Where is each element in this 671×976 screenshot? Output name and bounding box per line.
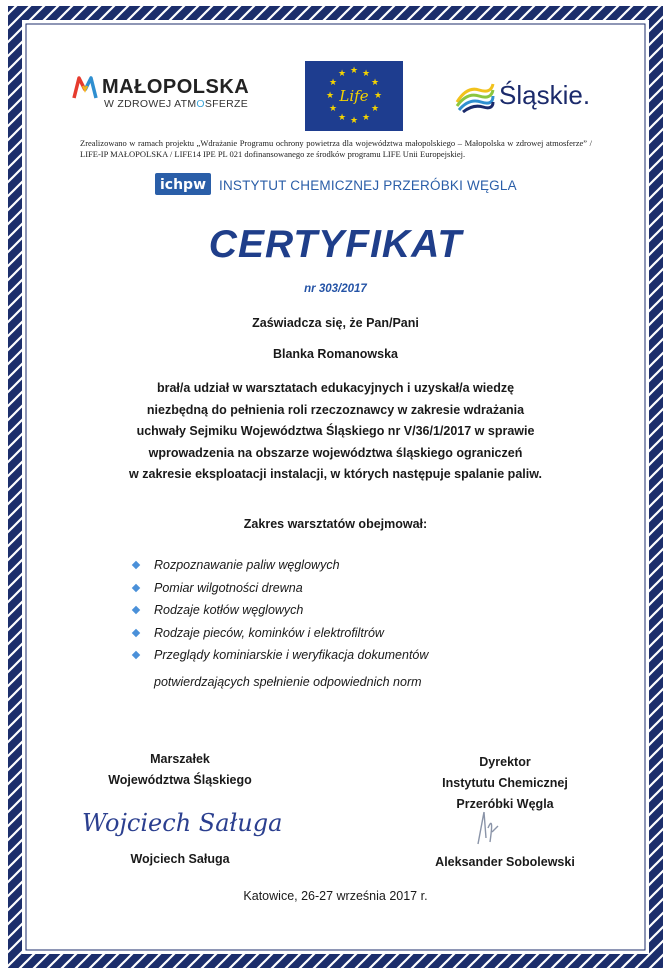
body-line: brał/a udział w warsztatach edukacyjnych i uzyskał/a wiedzę: [156, 381, 515, 395]
project-funding-note: Zrealizowano w ramach projektu „Wdrażanie Programu ochrony powietrza dla województwa małopolskiego – Małopolska w zdrowej atmosferze” / LIFE-IP MAŁOPOLSKA / LIFE14 IPE PL 021 dofinansowanego ze środków programu LIFE Unii Europejskiej.: [80, 138, 592, 159]
svg-text:★: ★: [349, 116, 359, 126]
svg-text:★: ★: [361, 69, 371, 79]
malopolska-mark-icon: [72, 76, 98, 105]
svg-text:★: ★: [370, 104, 380, 114]
scope-list: [133, 556, 493, 669]
slaskie-wave-icon: [455, 80, 495, 112]
left-signatory-name: Wojciech Saługa: [130, 852, 230, 866]
svg-text:ichpw: ichpw: [159, 177, 207, 193]
list-item: Rodzaje kotłów węglowych: [133, 601, 493, 624]
eu-life-text: Life: [339, 87, 369, 105]
svg-text:★: ★: [349, 66, 359, 76]
place-and-date: Katowice, 26-27 września 2017 r.: [243, 889, 428, 903]
svg-text:★: ★: [337, 69, 347, 79]
svg-text:Wojciech Saługa: Wojciech Saługa: [82, 809, 283, 837]
right-signatory-title: Dyrektor Instytutu Chemicznej Przeróbki Węgla: [442, 755, 568, 811]
bullet-icon: [132, 606, 140, 614]
body-line: wprowadzenia na obszarze województwa śląskiego ograniczeń: [148, 445, 523, 460]
certificate-title: CERTYFIKAT: [208, 223, 463, 266]
scope-heading: Zakres warsztatów obejmował:: [243, 517, 428, 531]
certificate-number: nr 303/2017: [304, 283, 367, 295]
svg-text:★: ★: [373, 91, 383, 101]
left-signatory-title: Marszałek Województwa Śląskiego: [108, 752, 252, 787]
svg-text:★: ★: [325, 91, 335, 101]
handwritten-signature-left: [78, 795, 283, 845]
svg-text:★: ★: [328, 78, 338, 88]
bullet-icon: [132, 583, 140, 591]
list-item: Rozpoznawanie paliw węglowych: [133, 556, 493, 579]
slaskie-name: Śląskie.: [499, 80, 591, 110]
svg-text:★: ★: [370, 78, 380, 88]
body-line: uchwały Sejmiku Województwa Śląskiego nr V/36/1/2017 w sprawie: [136, 424, 535, 438]
malopolska-tagline: W ZDROWEJ ATMOSFERZE: [104, 98, 249, 110]
list-item: Pomiar wilgotności drewna: [133, 579, 493, 602]
malopolska-name: MAŁOPOLSKA: [102, 76, 250, 98]
svg-text:★: ★: [337, 113, 347, 123]
certificate-body: [100, 378, 571, 486]
handwritten-signature-right: [470, 808, 510, 848]
list-item: Przeglądy kominiarskie i weryfikacja dokumentów: [133, 646, 493, 669]
body-line: niezbędną do pełnienia roli rzeczoznawcy w zakresie wdrażania: [146, 402, 525, 417]
certificate-intro: Zaświadcza się, że Pan/Pani: [252, 316, 419, 330]
ichpw-logo-icon: [155, 173, 211, 195]
svg-text:★: ★: [328, 104, 338, 114]
recipient-name: Blanka Romanowska: [272, 347, 399, 361]
eu-life-logo: [305, 61, 403, 131]
bullet-icon: [132, 628, 140, 636]
body-line: w zakresie eksploatacji instalacji, w których następuje spalanie paliw.: [129, 467, 542, 481]
right-signatory-name: Aleksander Sobolewski: [435, 855, 575, 869]
scope-item-continuation: potwierdzających spełnienie odpowiednich norm: [154, 675, 422, 689]
institute-name: INSTYTUT CHEMICZNEJ PRZERÓBKI WĘGLA: [219, 178, 517, 193]
list-item: Rodzaje pieców, kominków i elektrofiltrów: [133, 624, 493, 647]
malopolska-logo: [72, 74, 272, 114]
bullet-icon: [132, 561, 140, 569]
slaskie-logo: [455, 76, 605, 116]
bullet-icon: [132, 651, 140, 659]
svg-text:★: ★: [361, 113, 371, 123]
